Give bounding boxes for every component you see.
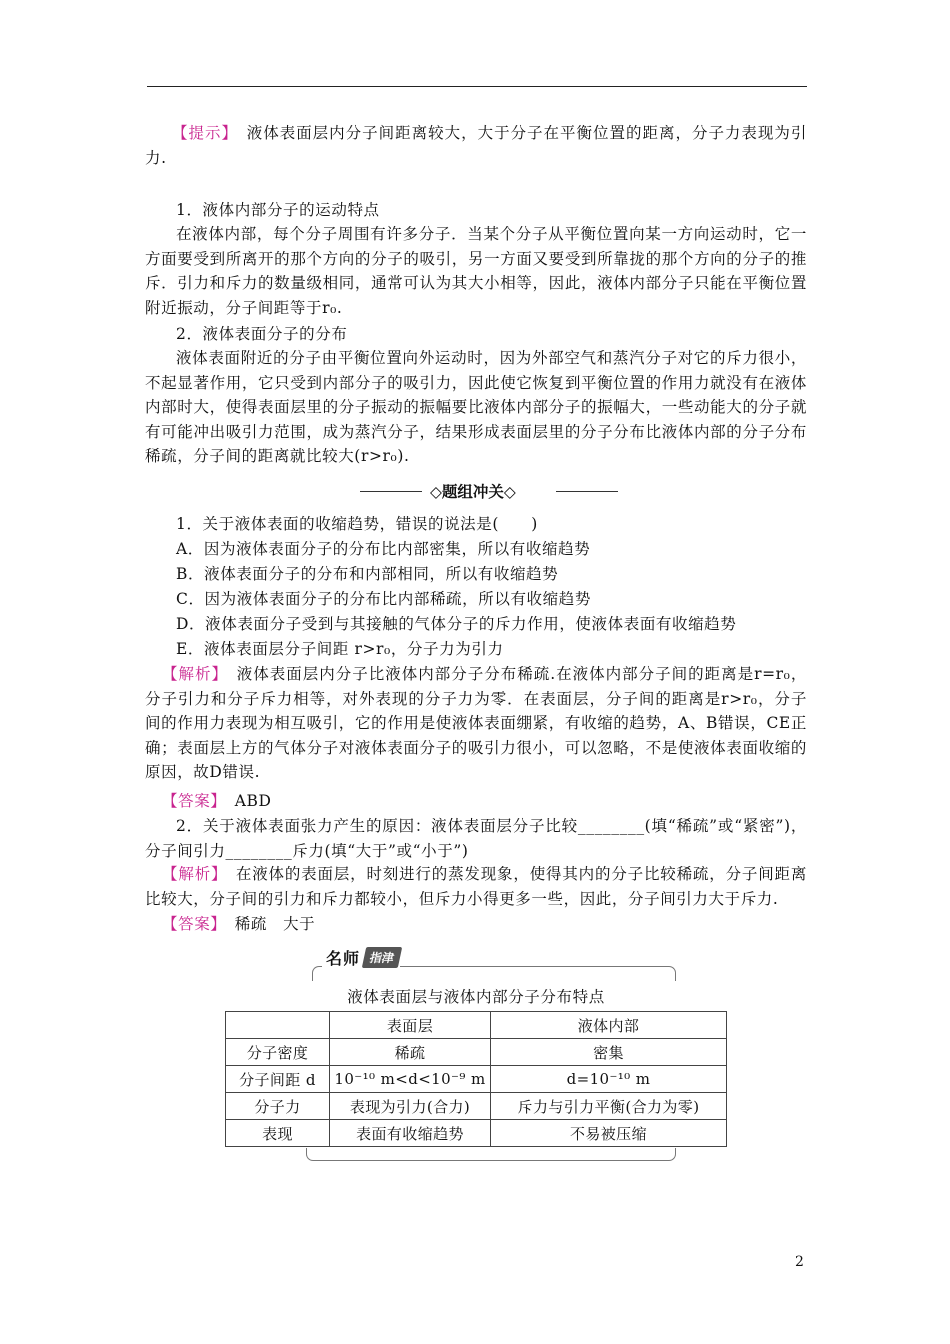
- question1-answer-tag: 【答案】: [162, 792, 219, 810]
- table-cell: 分子密度: [226, 1039, 330, 1066]
- question1-option-d: D．液体表面分子受到与其接触的气体分子的斥力作用，使液体表面有收缩趋势: [176, 615, 737, 633]
- question1-analysis-text: 液体表面层内分子比液体内部分子分布稀疏.在液体内部分子间的距离是r=r₀，分子引力和分子斥力相等，对外表现的分子力为零．在表面层，分子间的距离是r>r₀，分子间的作用力表现为相互吸引，它的作用是使液体表面绷紧，有收缩的趋势，A、B错误，CE正确；表面层上方的气体分子对液体表面分子的吸引力很小，可以忽略，不是使液体表面收缩的原因，故D错误.: [145, 665, 807, 782]
- table-row: [226, 1120, 727, 1147]
- question1-analysis: [145, 662, 807, 785]
- badge-right-text: 指津: [362, 947, 402, 968]
- table-cell: 稀疏: [330, 1039, 491, 1066]
- table-title: 液体表面层与液体内部分子分布特点: [347, 988, 605, 1006]
- table-header-row: [226, 1012, 727, 1039]
- table-cell: 表现: [226, 1120, 330, 1147]
- divider-line-right: [556, 491, 618, 492]
- table-cell: 10⁻¹⁰ m<d<10⁻⁹ m: [330, 1066, 491, 1093]
- table-cell: 表现为引力(合力): [330, 1093, 491, 1120]
- table-row: [226, 1066, 727, 1093]
- table-cell: 密集: [491, 1039, 727, 1066]
- table-cell: d=10⁻¹⁰ m: [491, 1066, 727, 1093]
- question2-analysis: [145, 862, 807, 911]
- badge-left-text: 名师: [326, 948, 361, 968]
- section1-heading: 1．液体内部分子的运动特点: [176, 201, 380, 219]
- question1-analysis-tag: 【解析】: [162, 665, 221, 683]
- table-cell: 分子力: [226, 1093, 330, 1120]
- question2-answer-tag: 【答案】: [162, 915, 219, 933]
- section-divider: [360, 480, 630, 504]
- table-cell: 表面有收缩趋势: [330, 1120, 491, 1147]
- table-header-cell: [226, 1012, 330, 1039]
- table-header-cell: 表面层: [330, 1012, 491, 1039]
- table-cell: 不易被压缩: [491, 1120, 727, 1147]
- section1-body: 在液体内部，每个分子周围有许多分子．当某个分子从平衡位置向某一方向运动时，它一方面要受到所离开的那个方向的分子的吸引，另一方面又要受到所靠拢的那个方向的分子的推斥．引力和斥力的数量级相同，通常可认为其大小相等，因此，液体内部分子只能在平衡位置附近振动，分子间距等于r₀.: [145, 225, 807, 317]
- section2-heading: 2．液体表面分子的分布: [176, 325, 348, 343]
- question2-analysis-tag: 【解析】: [162, 865, 220, 883]
- divider-title: ◇题组冲关◇: [430, 483, 516, 501]
- page-number: 2: [795, 1254, 804, 1270]
- header-rule: [147, 86, 807, 87]
- question2-answer: [162, 912, 315, 936]
- question1-option-c: C．因为液体表面分子的分布比内部稀疏，所以有收缩趋势: [176, 590, 591, 608]
- comparison-table: [225, 1011, 727, 1147]
- table-cell: 斥力与引力平衡(合力为零): [491, 1093, 727, 1120]
- question1-option-b: B．液体表面分子的分布和内部相同，所以有收缩趋势: [176, 565, 559, 583]
- table-row: [226, 1039, 727, 1066]
- question1-option-e: E．液体表面层分子间距 r>r₀，分子力为引力: [176, 640, 504, 658]
- table-cell: 分子间距 d: [226, 1066, 330, 1093]
- hint-paragraph: [145, 121, 807, 170]
- question1-option-a: A．因为液体表面分子的分布比内部密集，所以有收缩趋势: [176, 540, 591, 558]
- table-row: [226, 1093, 727, 1120]
- question1-answer-text: ABD: [234, 792, 272, 810]
- question2-analysis-text: 在液体的表面层，时刻进行的蒸发现象，使得其内的分子比较稀疏，分子间距离比较大，分子间的引力和斥力都较小，但斥力小得更多一些，因此，分子间引力大于斥力.: [145, 865, 807, 908]
- section2-body: 液体表面附近的分子由平衡位置向外运动时，因为外部空气和蒸汽分子对它的斥力很小，不起显著作用，它只受到内部分子的吸引力，因此使它恢复到平衡位置的作用力就没有在液体内部时大，使得表面层里的分子振动的振幅要比液体内部分子的振幅大，一些动能大的分子就有可能冲出吸引力范围，成为蒸汽分子，结果形成表面层里的分子分布比液体内部的分子分布稀疏，分子间的距离就比较大(r>r₀).: [145, 349, 807, 466]
- question1-answer: [162, 789, 272, 813]
- divider-line-left: [360, 491, 422, 492]
- table-header-cell: 液体内部: [491, 1012, 727, 1039]
- teacher-tips-badge: [322, 945, 400, 969]
- hint-tag: 【提示】: [172, 124, 231, 142]
- question2-answer-text: 稀疏 大于: [234, 915, 316, 933]
- hint-text: 液体表面层内分子间距离较大，大于分子在平衡位置的距离，分子力表现为引力.: [145, 124, 807, 167]
- tips-box-bottom-border: [306, 1148, 676, 1161]
- question1-stem: 1．关于液体表面的收缩趋势，错误的说法是( ): [176, 515, 538, 533]
- question2-stem: 2．关于液体表面张力产生的原因：液体表面层分子比较________(填“稀疏”或“紧密”)，分子间引力________斥力(填“大于”或“小于”): [145, 817, 807, 860]
